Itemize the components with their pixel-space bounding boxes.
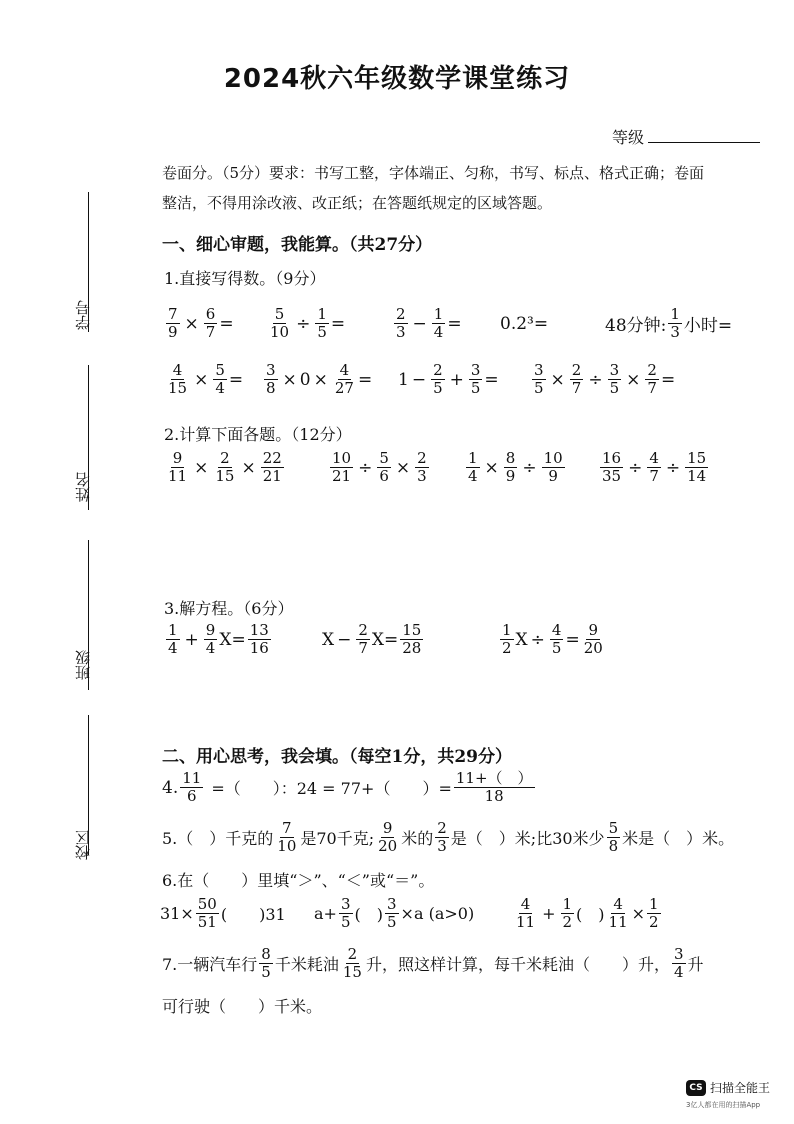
q1-expr-5: 48分钟: 1 3 小时= (605, 305, 733, 341)
q6-compare-3: 4 11 + $\frac{1}{2}$ ( ) $\frac{4}{11}$ × $\frac{1}{2}$ (516, 895, 659, 931)
q1-expr-9: $\frac{3}{5}$ × $\frac{2}{7}$ ÷ $\frac{3}{5}$ × $\frac{2}{7}$ = (534, 361, 676, 397)
q3-equation-2: X − $\frac{2}{7}$ X = $\frac{15}{28}$ (322, 621, 422, 657)
q5: 5.（ ）千克的 7 10 是70千克; 9 20 米的 2 3 是（ ）米;比30米少 5 8 米是（ ）米。 (162, 819, 735, 855)
page-title: 2024秋六年级数学课堂练习 (223, 64, 571, 94)
q3-equation-1: 1 4 + $\frac{9}{4}$ X = $\frac{13}{16}$ (168, 621, 269, 657)
q1-expr-3: 2 3 − $\frac{1}{4}$ = (396, 305, 462, 341)
grade-field (612, 125, 760, 148)
q6-title: 6.在（ ）里填“＞”、“＜”或“＝”。 (162, 871, 435, 890)
q1-expr-2: $\frac{5}{10}$ ÷ $\frac{1}{5}$ = (270, 305, 346, 341)
q1-expr-6: $\frac{4}{15}$ × $\frac{5}{4}$ = (168, 361, 244, 397)
q6-compare-1: 31× $\frac{50}{51}$ ( )31 (160, 895, 286, 931)
q7-line-2: 可行驶（ ）千米。 (162, 997, 323, 1016)
q7-line-1: 7.一辆汽车行 8 5 千米耗油 2 15 升，照这样计算，每千米耗油（ ）升， 3 4 升 (162, 945, 704, 981)
q3-equation-3: 1 2 X ÷ $\frac{4}{5}$ = $\frac{9}{20}$ (502, 621, 603, 657)
q1-title: 1.直接写得数。（9分） (164, 269, 326, 288)
q2-expr-1: $\frac{9}{11}$ × $\frac{2}{15}$ × $\frac{22}{21}$ (168, 449, 282, 485)
note-line-1: 卷面分。（5分）要求：书写工整，字体端正、匀称，书写、标点、格式正确；卷面 (162, 164, 705, 182)
label-class: 班级 (74, 650, 92, 680)
q1-expr-4: 0.2³= (500, 314, 549, 334)
grade-blank[interactable] (648, 128, 760, 143)
q1-expr-7: $\frac{3}{8}$ × 0 × $\frac{4}{27}$ = (266, 361, 373, 397)
camscanner-logo-icon: CS (686, 1080, 706, 1096)
q2-expr-3: $\frac{1}{4}$ × $\frac{8}{9}$ ÷ $\frac{10}{9}$ (468, 449, 563, 485)
q1-expr-8: 1 − $\frac{2}{5}$ + $\frac{3}{5}$ = (398, 361, 499, 397)
label-student-id: 学号 (74, 300, 92, 330)
section-2-heading: 二、用心思考，我会填。（每空1分，共29分） (162, 747, 512, 767)
q2-expr-2: $\frac{10}{21}$ ÷ $\frac{5}{6}$ × $\frac{2}{3}$ (332, 449, 427, 485)
section-1-heading: 一、细心审题，我能算。（共27分） (162, 235, 433, 255)
watermark-tagline: 3亿人都在用的扫描App (686, 1101, 761, 1109)
note-line-2: 整洁，不得用涂改液、改正纸；在答题纸规定的区域答题。 (162, 194, 553, 212)
q2-title: 2.计算下面各题。（12分） (164, 425, 352, 444)
neatness-note (162, 158, 782, 218)
q1-expr-1: $\frac{7}{9}$ × $\frac{6}{7}$ = (168, 305, 234, 341)
q6-compare-2: a+ $\frac{3}{5}$ ( ) $\frac{3}{5}$ ×a (a>0) (314, 895, 475, 931)
label-campus: 校区 (74, 830, 92, 860)
q4: 4. $\frac{11}{6}$ =（ ）：24 = 77+（ ）= $\frac{11+( )}{18}$ (162, 769, 533, 805)
q3-title: 3.解方程。（6分） (164, 599, 294, 618)
q2-expr-4: $\frac{16}{35}$ ÷ $\frac{4}{7}$ ÷ $\frac{15}{14}$ (602, 449, 707, 485)
watermark-name: 扫描全能王 (710, 1081, 771, 1095)
grade-label: 等级 (612, 128, 645, 147)
label-name: 姓名 (74, 472, 92, 502)
